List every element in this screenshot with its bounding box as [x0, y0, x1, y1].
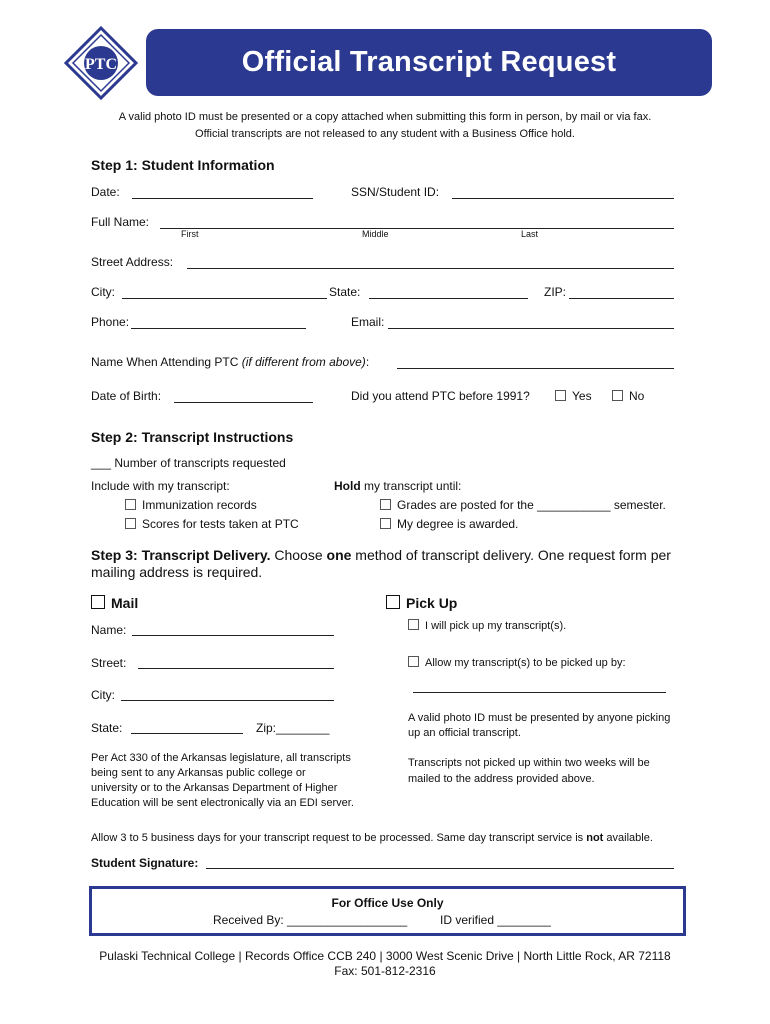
fullname-field[interactable]: [160, 228, 674, 229]
city-label: City:: [91, 285, 115, 299]
received-by: Received By: __________________: [213, 913, 408, 927]
will-pickup-checkbox[interactable]: I will pick up my transcript(s).: [408, 619, 566, 632]
checkbox-icon: [380, 518, 391, 529]
attending-label: Name When Attending PTC (if different from above):: [91, 355, 370, 369]
step1-title: Step 1: Student Information: [91, 157, 275, 173]
checkbox-icon: [125, 518, 136, 529]
include-label: Include with my transcript:: [91, 479, 230, 493]
college-address: Pulaski Technical College | Records Office CCB 240 | 3000 West Scenic Drive | North Little Rock, AR 72118: [99, 949, 671, 963]
mail-state-label: State:: [91, 721, 123, 735]
signature-field[interactable]: [206, 868, 674, 869]
checkbox-icon: [408, 619, 419, 630]
mail-street-label: Street:: [91, 656, 127, 670]
yes-checkbox[interactable]: Yes: [555, 389, 592, 403]
notice-line-1: A valid photo ID must be presented or a copy attached when submitting this form in person, by mail or via fax.: [118, 111, 652, 123]
step2-title: Step 2: Transcript Instructions: [91, 429, 294, 445]
pickup-checkbox[interactable]: Pick Up: [386, 595, 457, 611]
twoweeks-line-2: mailed to the address provided above.: [408, 773, 595, 785]
checkbox-icon: [386, 595, 400, 609]
checkbox-icon: [612, 390, 623, 401]
before1991-label: Did you attend PTC before 1991?: [351, 389, 530, 403]
photo-line-1: A valid photo ID must be presented by anyone picking: [408, 712, 671, 724]
pickup-person-field[interactable]: [413, 692, 666, 693]
email-label: Email:: [351, 315, 385, 329]
immunization-checkbox[interactable]: Immunization records: [125, 498, 257, 512]
zip-field[interactable]: [569, 298, 674, 299]
allow-pickup-checkbox[interactable]: Allow my transcript(s) to be picked up by:: [408, 656, 626, 669]
email-field[interactable]: [388, 328, 674, 329]
street-label: Street Address:: [91, 255, 174, 269]
checkbox-icon: [380, 499, 391, 510]
phone-field[interactable]: [131, 328, 306, 329]
phone-label: Phone:: [91, 315, 130, 329]
act-line-2: being sent to any Arkansas public college or: [91, 767, 306, 779]
checkbox-icon: [555, 390, 566, 401]
mail-checkbox[interactable]: Mail: [91, 595, 138, 611]
mail-name-label: Name:: [91, 623, 127, 637]
processing-note: Allow 3 to 5 business days for your transcript request to be processed. Same day transcript service is not available.: [91, 832, 653, 844]
city-field[interactable]: [122, 298, 327, 299]
office-title: For Office Use Only: [331, 896, 444, 910]
attending-name-field[interactable]: [397, 368, 674, 369]
notice-line-2: Official transcripts are not released to any student with a Business Office hold.: [195, 128, 575, 140]
act-line-1: Per Act 330 of the Arkansas legislature, all transcripts: [91, 752, 351, 764]
checkbox-icon: [408, 656, 419, 667]
photo-line-2: up an official transcript.: [408, 727, 521, 739]
fax-number: Fax: 501-812-2316: [334, 964, 436, 978]
number-transcripts[interactable]: ___ Number of transcripts requested: [91, 456, 286, 470]
act-line-4: Education will be sent electronically via an EDI server.: [91, 797, 354, 809]
mail-city-field[interactable]: [121, 700, 334, 701]
mail-state-field[interactable]: [131, 733, 243, 734]
twoweeks-line-1: Transcripts not picked up within two weeks will be: [408, 757, 650, 769]
checkbox-icon: [125, 499, 136, 510]
mail-name-field[interactable]: [132, 635, 334, 636]
step3-title: Step 3: Transcript Delivery. Choose one method of transcript delivery. One request form per: [91, 547, 671, 563]
logo-text: PTC: [85, 56, 117, 73]
date-field[interactable]: [132, 198, 313, 199]
scores-checkbox[interactable]: Scores for tests taken at PTC: [125, 517, 299, 531]
step3-title-line2: mailing address is required.: [91, 564, 263, 580]
no-checkbox[interactable]: No: [612, 389, 644, 403]
ssn-field[interactable]: [452, 198, 674, 199]
dob-field[interactable]: [174, 402, 313, 403]
zip-label: ZIP:: [544, 285, 567, 299]
last-caption: Last: [521, 229, 539, 239]
fullname-label: Full Name:: [91, 215, 150, 229]
title-banner: [146, 29, 712, 96]
first-caption: First: [181, 229, 199, 239]
office-use-box: [89, 886, 686, 936]
hold-label: Hold my transcript until:: [334, 479, 462, 493]
date-label: Date:: [91, 185, 120, 199]
act-line-3: university or to the Arkansas Department of Higher: [91, 782, 338, 794]
street-field[interactable]: [187, 268, 674, 269]
middle-caption: Middle: [362, 229, 389, 239]
ssn-label: SSN/Student ID:: [351, 185, 440, 199]
mail-zip-field[interactable]: Zip:________: [256, 721, 330, 735]
ptc-logo: [64, 26, 138, 103]
checkbox-icon: [91, 595, 105, 609]
page-title: Official Transcript Request: [241, 46, 617, 78]
state-field[interactable]: [369, 298, 528, 299]
signature-label: Student Signature:: [91, 856, 199, 870]
grades-checkbox[interactable]: Grades are posted for the ___________ semester.: [380, 498, 666, 512]
id-verified: ID verified ________: [440, 913, 551, 927]
dob-label: Date of Birth:: [91, 389, 162, 403]
mail-street-field[interactable]: [138, 668, 334, 669]
degree-checkbox[interactable]: My degree is awarded.: [380, 517, 518, 531]
state-label: State:: [329, 285, 361, 299]
mail-city-label: City:: [91, 688, 115, 702]
